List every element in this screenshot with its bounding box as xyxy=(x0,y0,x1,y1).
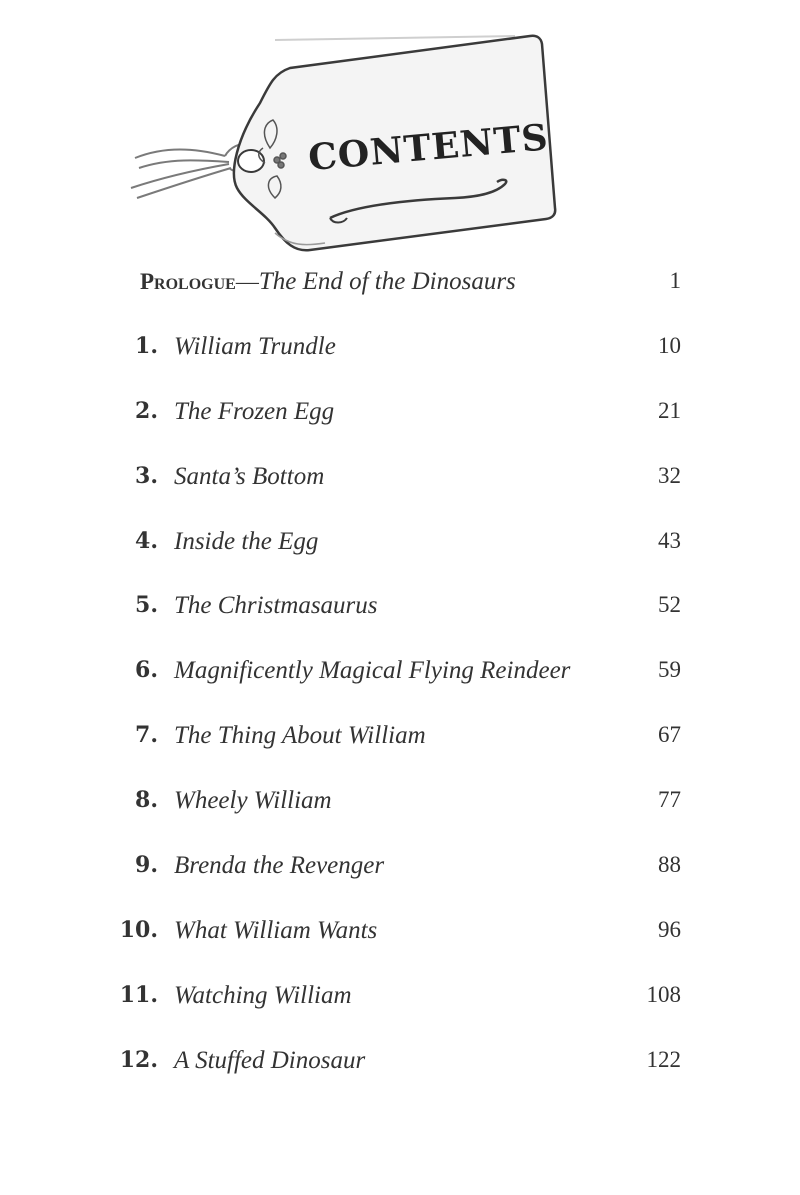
toc-page-number: 96 xyxy=(658,917,681,942)
prologue-label: Prologue xyxy=(140,269,236,294)
chapter-number: 12. xyxy=(119,1047,158,1073)
chapter-title: A Stuffed Dinosaur xyxy=(174,1047,366,1074)
toc-page-number: 67 xyxy=(658,722,681,747)
toc-page-number: 21 xyxy=(658,398,681,423)
toc-row-chapter-11[interactable] xyxy=(0,982,800,1022)
chapter-number: 2. xyxy=(135,398,158,424)
toc-row-chapter-6[interactable] xyxy=(0,657,800,697)
toc-page-number: 32 xyxy=(658,463,681,488)
chapter-number: 11. xyxy=(119,982,158,1008)
chapter-title: The Christmasaurus xyxy=(174,592,378,619)
chapter-title: The Frozen Egg xyxy=(174,398,335,425)
chapter-title: What William Wants xyxy=(174,917,378,944)
chapter-number: 4. xyxy=(135,528,158,554)
chapter-number: 3. xyxy=(135,463,158,489)
prologue-dash: — xyxy=(235,269,259,294)
luggage-tag-icon xyxy=(125,28,565,258)
toc-row-chapter-8[interactable] xyxy=(0,787,800,827)
chapter-number: 1. xyxy=(135,333,158,359)
toc-page-number: 108 xyxy=(646,982,681,1007)
toc-row-chapter-2[interactable] xyxy=(0,398,800,438)
contents-heading: CONTENTS xyxy=(306,116,551,180)
prologue-entry xyxy=(140,268,516,296)
chapter-number: 6. xyxy=(135,657,158,683)
chapter-title: Watching William xyxy=(174,982,352,1009)
toc-row-chapter-3[interactable] xyxy=(0,463,800,503)
chapter-number: 9. xyxy=(135,852,158,878)
toc-row-chapter-4[interactable] xyxy=(0,528,800,568)
toc-page-number: 88 xyxy=(658,852,681,877)
tag-illustration xyxy=(125,28,565,258)
toc-page-number: 59 xyxy=(658,657,681,682)
toc-row-chapter-9[interactable] xyxy=(0,852,800,892)
chapter-number: 8. xyxy=(135,787,158,813)
toc-page-number: 1 xyxy=(669,268,681,293)
chapter-title: Inside the Egg xyxy=(174,528,319,555)
toc-page-number: 122 xyxy=(646,1047,681,1072)
chapter-number: 10. xyxy=(119,917,158,943)
toc-row-chapter-1[interactable] xyxy=(0,333,800,373)
toc-row-chapter-5[interactable] xyxy=(0,592,800,632)
chapter-title: Magnificently Magical Flying Reindeer xyxy=(174,657,571,684)
toc-row-chapter-10[interactable] xyxy=(0,917,800,957)
toc-page-number: 77 xyxy=(658,787,681,812)
chapter-title: Santa’s Bottom xyxy=(174,463,325,490)
chapter-number: 7. xyxy=(135,722,158,748)
toc-row-prologue[interactable] xyxy=(0,268,800,308)
toc-page-number: 10 xyxy=(658,333,681,358)
toc-row-chapter-7[interactable] xyxy=(0,722,800,762)
toc-page-number: 52 xyxy=(658,592,681,617)
chapter-number: 5. xyxy=(135,592,158,618)
chapter-title: The Thing About William xyxy=(174,722,426,749)
prologue-title: The End of the Dinosaurs xyxy=(258,268,516,295)
chapter-title: William Trundle xyxy=(174,333,336,360)
toc-row-chapter-12[interactable] xyxy=(0,1047,800,1087)
chapter-title: Wheely William xyxy=(174,787,332,814)
toc-page-number: 43 xyxy=(658,528,681,553)
chapter-title: Brenda the Revenger xyxy=(174,852,385,879)
